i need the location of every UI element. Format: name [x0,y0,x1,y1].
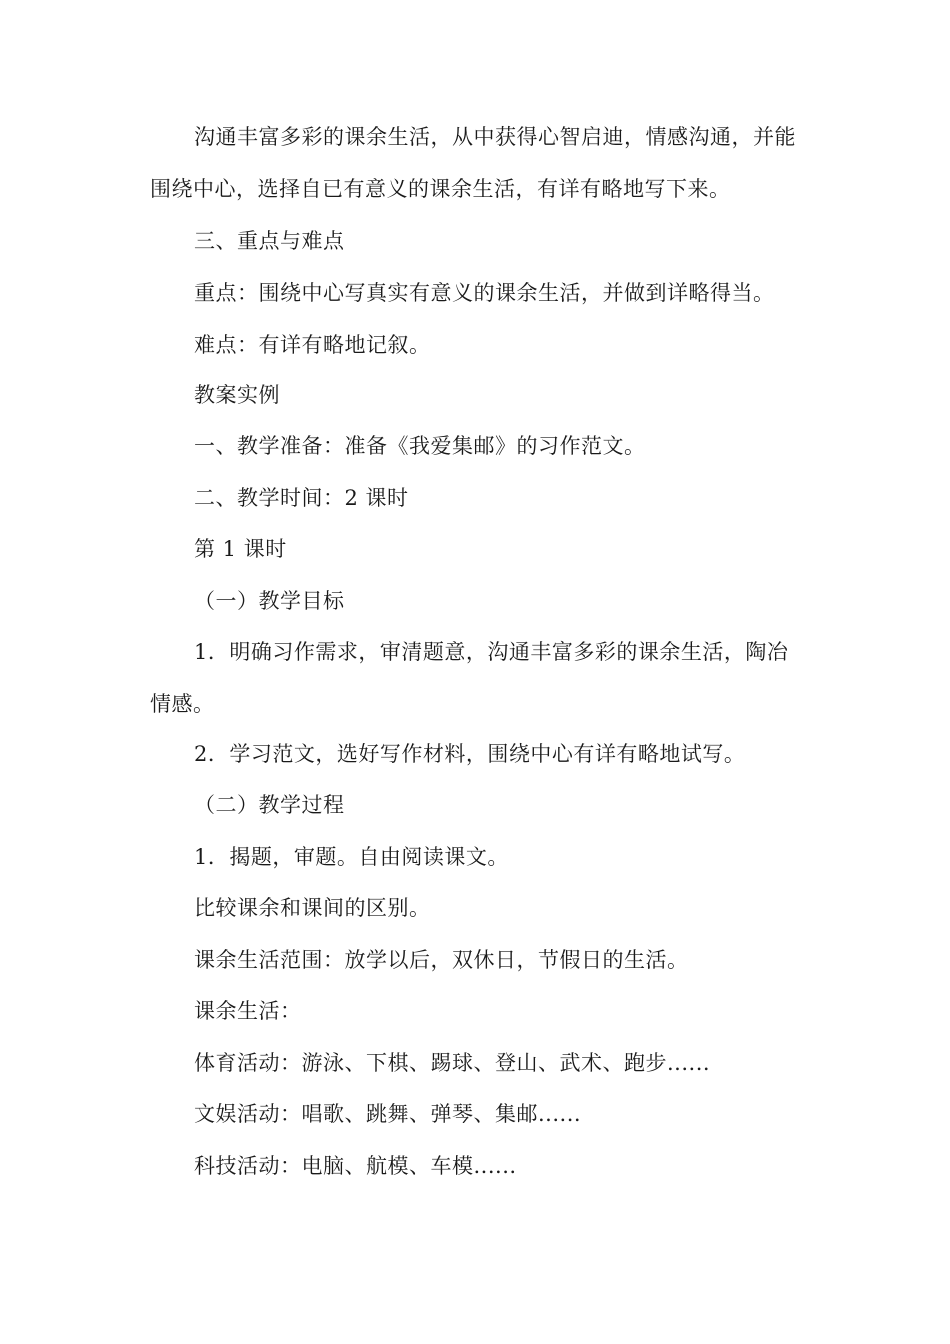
heading-lesson-example: 教案实例 [194,383,280,407]
paragraph-sports: 体育活动：游泳、下棋、踢球、登山、武术、跑步...... [194,1051,711,1075]
heading-key-points: 三、重点与难点 [194,229,345,253]
paragraph-preparation: 一、教学准备：准备《我爱集邮》的习作范文。 [194,434,646,458]
paragraph-key-point: 重点：围绕中心写真实有意义的课余生活，并做到详略得当。 [194,281,775,305]
paragraph-goal-2: 2．学习范文，选好写作材料，围绕中心有详有略地试写。 [194,742,746,766]
paragraph-entertainment: 文娱活动：唱歌、跳舞、弹琴、集邮...... [194,1102,582,1126]
paragraph-intro: 沟通丰富多彩的课余生活，从中获得心智启迪，情感沟通，并能围绕中心，选择自已有意义的课余生活，有详有略地写下来。 [150,125,796,201]
paragraph-activities-heading: 课余生活： [194,999,302,1023]
heading-lesson-1: 第 1 课时 [194,537,287,561]
paragraph-goal-1: 1．明确习作需求，审清题意，沟通丰富多彩的课余生活，陶冶情感。 [150,640,789,716]
paragraph-time: 二、教学时间：2 课时 [194,486,409,510]
paragraph-process-1: 1．揭题，审题。自由阅读课文。 [194,845,509,869]
heading-teaching-goals: （一）教学目标 [194,589,345,613]
paragraph-technology: 科技活动：电脑、航模、车模...... [194,1154,517,1178]
paragraph-difficulty: 难点：有详有略地记叙。 [194,333,431,357]
paragraph-scope: 课余生活范围：放学以后，双休日，节假日的生活。 [194,948,689,972]
paragraph-compare: 比较课余和课间的区别。 [194,896,431,920]
heading-teaching-process: （二）教学过程 [194,793,345,817]
